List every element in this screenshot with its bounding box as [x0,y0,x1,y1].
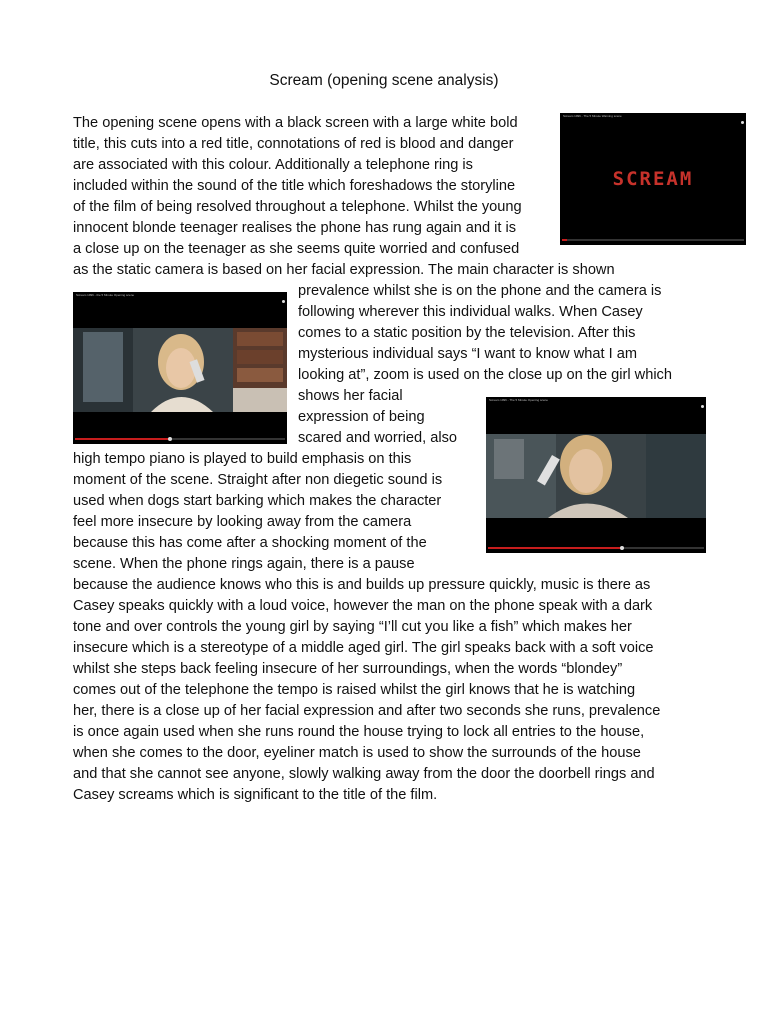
body-line: her, there is a close up of her facial expression and after two seconds she runs, prevalence [73,703,661,719]
body-line: of the film of being resolved throughout a telephone. Whilst the young [73,199,522,215]
video-progress-knob [168,437,172,441]
body-line: whilst she steps back feeling insecure of her surroundings, when the words “blondey” [73,661,623,677]
video-progress-bar [75,438,285,440]
document-title: Scream (opening scene analysis) [269,72,499,89]
body-line: because this has come after a shocking moment of the [73,535,427,551]
scream-title-screenshot [560,113,746,245]
body-line: moment of the scene. Straight after non diegetic sound is [73,472,443,488]
video-caption: Scream 1996 - The 5 Minute Warning scene [563,114,622,118]
body-line: expression of being [298,409,425,425]
phone-scene-screenshot [73,292,287,444]
video-caption: Scream 1996 - the 5 Minute Opening scene [76,293,135,297]
body-line: high tempo piano is played to build emphasis on this [73,451,412,467]
body-line: tone and over controls the young girl by saying “I’ll cut you like a fish” which makes her [73,619,632,635]
body-line: included within the sound of the title which foreshadows the storyline [73,178,516,194]
video-progress-fill [488,547,622,549]
scream-title-text: SCREAM [612,168,694,190]
body-line: following wherever this individual walks. When Casey [298,304,643,320]
video-progress-fill [562,239,567,241]
body-line: scared and worried, also [298,430,457,446]
body-line: scene. When the phone rings again, there is a pause [73,556,415,572]
body-line: is once again used when she runs round the house trying to lock all entries to the house, [73,724,645,740]
body-line: comes to a static position by the television. After this [298,325,636,341]
body-line: used when dogs start barking which makes the character [73,493,442,509]
body-line: a close up on the teenager as she seems quite worried and confused [73,241,520,257]
closeup-scene-frame [486,397,706,553]
body-line: Casey screams which is significant to the title of the film. [73,787,438,803]
video-progress-knob [620,546,624,550]
body-line: title, this cuts into a red title, connotations of red is blood and danger [73,136,514,152]
video-caption: Scream 1996 - The 5 Minute Opening scene [489,398,548,402]
body-line: Casey speaks quickly with a loud voice, however the man on the phone speak with a dark [73,598,653,614]
body-line: are associated with this colour. Additionally a telephone ring is [73,157,473,173]
video-dot-icon [741,121,744,124]
video-progress-fill [75,438,170,440]
body-line: when she comes to the door, eyeliner match is used to show the surrounds of the house [73,745,641,761]
body-line: insecure which is a stereotype of a middle aged girl. The girl speaks back with a soft voice [73,640,654,656]
phone-scene-frame [73,292,287,444]
body-line: The opening scene opens with a black screen with a large white bold [73,115,518,131]
body-line: shows her facial [298,388,403,404]
body-line: innocent blonde teenager realises the phone has rung again and it is [73,220,517,236]
body-line: and that she cannot see anyone, slowly walking away from the door the doorbell rings and [73,766,655,782]
body-line: as the static camera is based on her facial expression. The main character is shown [73,262,615,278]
video-progress-bar [562,239,744,241]
body-line: prevalence whilst she is on the phone and the camera is [298,283,662,299]
body-line: looking at”, zoom is used on the close up on the girl which [298,367,672,383]
body-line: comes out of the telephone the tempo is raised whilst the girl knows that he is watching [73,682,636,698]
body-line: because the audience knows who this is and builds up pressure quickly, music is there as [73,577,651,593]
video-progress-bar [488,547,704,549]
body-line: mysterious individual says “I want to know what I am [298,346,638,362]
closeup-scene-screenshot [486,397,706,553]
body-line: feel more insecure by looking away from the camera [73,514,412,530]
